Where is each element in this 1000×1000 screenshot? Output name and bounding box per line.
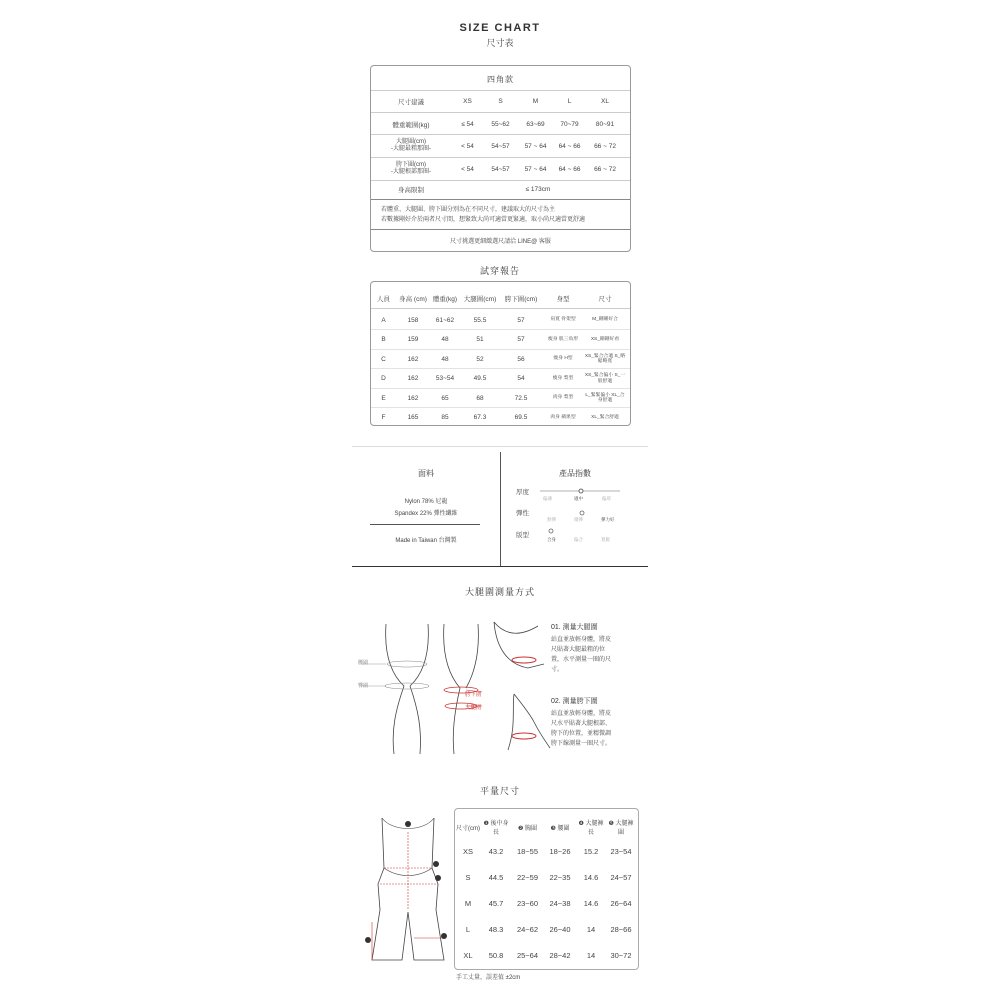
step-text: 站直並放輕身體，將皮尺水平貼著大腿根部、胯下的位置，並精微調胯下線測量一圈尺寸。 bbox=[551, 711, 612, 747]
table-cell: 18~55 bbox=[516, 846, 539, 856]
table-cell: 15.2 bbox=[583, 846, 599, 856]
table-cell: 162 bbox=[407, 394, 419, 402]
column-header: XL bbox=[601, 97, 609, 105]
column-header: XS bbox=[463, 97, 472, 105]
table-cell: F bbox=[381, 414, 386, 421]
feature-option: 彈力好 bbox=[601, 517, 615, 522]
column-header: ❺ 大腿褲圍 bbox=[608, 821, 634, 836]
table-cell: M_剛剛好合 bbox=[592, 317, 618, 323]
table-cell: 162 bbox=[407, 375, 419, 382]
table-cell: 80~91 bbox=[595, 120, 615, 128]
table-row bbox=[371, 312, 630, 328]
table-cell: 瘦身 肌三角形 bbox=[547, 336, 579, 342]
column-header: 尺寸(cm) bbox=[456, 825, 480, 832]
table-cell: 22~59 bbox=[516, 872, 539, 882]
fit-report-table bbox=[370, 281, 631, 426]
table-cell: 67.3 bbox=[473, 414, 487, 421]
table-cell: 瘦身 H型 bbox=[553, 356, 573, 362]
table-cell: < 54 bbox=[461, 165, 474, 173]
table-row bbox=[371, 182, 630, 196]
table-cell: 26~40 bbox=[549, 924, 571, 934]
table-cell: ≤ 54 bbox=[461, 120, 474, 128]
fabric-line: Nylon 78% 尼龍 bbox=[404, 499, 448, 505]
table-cell: XS bbox=[462, 846, 473, 856]
table-row bbox=[371, 371, 630, 387]
table-cell: 54~57 bbox=[491, 142, 510, 150]
table-cell: 159 bbox=[407, 336, 419, 343]
table-cell: 69.5 bbox=[514, 414, 528, 421]
table-cell: 52 bbox=[476, 355, 484, 363]
measure-label-crotch: 胯下圍 bbox=[465, 692, 482, 698]
column-header: 身型 bbox=[556, 295, 570, 303]
size-table bbox=[370, 65, 631, 252]
made-in: Made in Taiwan 台灣製 bbox=[395, 538, 457, 544]
column-header: S bbox=[498, 97, 503, 105]
table-row bbox=[371, 351, 630, 367]
table-cell: 53~54 bbox=[435, 375, 455, 382]
table-row bbox=[371, 390, 630, 406]
fit-report-header bbox=[371, 292, 630, 304]
column-header: 身高 (cm) bbox=[399, 295, 427, 303]
column-header: 尺寸 bbox=[598, 295, 612, 303]
table-cell: 50.8 bbox=[488, 950, 504, 960]
table-cell: ≤ 173cm bbox=[525, 185, 551, 193]
table-cell: 肩寬 骨架型 bbox=[550, 317, 576, 323]
page-header bbox=[0, 22, 1000, 49]
table-cell: 28~66 bbox=[610, 924, 632, 934]
table-cell: 165 bbox=[407, 414, 419, 421]
table-cell: 26~64 bbox=[610, 898, 632, 908]
size-table-header bbox=[371, 95, 630, 107]
table-cell: 14.6 bbox=[583, 872, 599, 882]
fit-report-title: 試穿報告 bbox=[479, 266, 520, 276]
table-cell: XL bbox=[463, 950, 473, 960]
feature-option: 微彈 bbox=[574, 517, 583, 522]
table-cell: XS_剛剛好看 bbox=[590, 336, 620, 342]
table-cell: M bbox=[464, 898, 472, 908]
table-row bbox=[371, 136, 630, 156]
table-cell: 68 bbox=[476, 394, 484, 402]
table-cell: 57 bbox=[517, 336, 525, 343]
table-cell: 49.5 bbox=[473, 375, 487, 382]
table-cell: 54~57 bbox=[491, 165, 510, 173]
features-title: 產品指數 bbox=[559, 469, 591, 478]
page-title: SIZE CHART bbox=[459, 22, 541, 34]
feature-option: 無彈 bbox=[547, 517, 556, 522]
table-cell: 85 bbox=[441, 414, 449, 421]
crotch-measure-illustration bbox=[494, 690, 554, 760]
table-cell: L bbox=[465, 924, 471, 934]
table-cell: 43.2 bbox=[488, 846, 504, 856]
table-cell: 肉身 蘋果型 bbox=[550, 414, 576, 420]
fabric-section bbox=[352, 452, 648, 566]
garment-flat-illustration bbox=[362, 812, 454, 968]
table-cell: 22~35 bbox=[549, 872, 571, 882]
column-header: 大腿圍(cm) bbox=[463, 295, 497, 303]
table-cell: 66 ~ 72 bbox=[594, 165, 616, 173]
table-cell: 45.7 bbox=[488, 898, 504, 908]
measure-step-2 bbox=[551, 696, 611, 749]
table-cell: 48.3 bbox=[488, 924, 504, 934]
table-cell: D bbox=[381, 375, 386, 382]
table-cell: 14 bbox=[586, 924, 596, 934]
step-title: 02. 測量胯下圍 bbox=[551, 698, 598, 705]
fabric-line: Spandex 22% 彈性纖維 bbox=[394, 511, 458, 517]
table-cell: E bbox=[381, 394, 386, 402]
step-title: 01. 測量大腿圍 bbox=[551, 624, 598, 631]
table-cell: XL_緊合舒適 bbox=[591, 414, 619, 420]
table-cell: 瘦身 梨型 bbox=[552, 375, 574, 381]
size-note: 若數據剛好介於兩者尺寸間，想緊致大尚可適當更緊適，取小尚尺適當更舒適 bbox=[381, 217, 586, 223]
page-subtitle: 尺寸表 bbox=[486, 38, 514, 48]
table-cell: 24~57 bbox=[610, 872, 632, 882]
table-cell: 54 bbox=[517, 375, 525, 382]
table-cell: 48 bbox=[441, 355, 449, 363]
table-cell: 24~62 bbox=[516, 924, 539, 934]
column-header: ❷ 胸圍 bbox=[517, 825, 538, 832]
feature-option: 偏厚 bbox=[602, 496, 611, 501]
table-cell: 56 bbox=[517, 355, 525, 363]
table-cell: < 54 bbox=[461, 142, 474, 150]
table-cell: 70~79 bbox=[560, 120, 579, 128]
feature-option: 寬鬆 bbox=[601, 537, 610, 542]
flat-title: 平量尺寸 bbox=[479, 786, 520, 796]
column-header: L bbox=[567, 97, 572, 105]
table-cell: A bbox=[381, 316, 386, 324]
table-cell: 162 bbox=[407, 355, 419, 363]
feature-option: 合身 bbox=[547, 537, 556, 542]
table-cell: 25~64 bbox=[516, 950, 539, 960]
column-header: ❶ 後中身長 bbox=[483, 821, 509, 836]
flat-note: 手工丈量，誤差值 ±2cm bbox=[456, 975, 521, 981]
feature-label: 版型 bbox=[516, 532, 529, 539]
column-header: 體重(kg) bbox=[432, 295, 458, 303]
table-cell: 63~69 bbox=[526, 120, 545, 128]
table-row bbox=[455, 869, 638, 885]
table-cell: 65 bbox=[441, 394, 449, 402]
table-cell: B bbox=[381, 336, 386, 343]
feature-option: 偏合 bbox=[574, 537, 583, 542]
table-cell: 55.5 bbox=[473, 316, 487, 324]
table-cell: C bbox=[381, 355, 386, 363]
feature-label: 厚度 bbox=[516, 489, 529, 496]
row-label: 體重範圍(kg) bbox=[392, 121, 430, 129]
table-cell: 57 ~ 64 bbox=[524, 142, 547, 150]
table-cell: XS_緊合合適 S_略鬆略寬 bbox=[584, 353, 626, 364]
table-row bbox=[455, 895, 638, 911]
table-row bbox=[371, 158, 630, 180]
row-label: 身高限制 bbox=[398, 186, 424, 194]
table-cell: 肉身 梨型 bbox=[552, 395, 574, 401]
table-row bbox=[455, 921, 638, 937]
feature-option: 適中 bbox=[574, 496, 583, 501]
step-text: 站直並放輕身體，將皮尺貼著大腿最粗的位置，水平測量一圈的尺寸。 bbox=[551, 637, 612, 673]
measure-step-1 bbox=[551, 622, 611, 675]
table-cell: 61~62 bbox=[435, 316, 455, 324]
table-cell: 14 bbox=[586, 950, 596, 960]
measure-label-waist: 腰圍 bbox=[358, 660, 369, 666]
table-row bbox=[455, 843, 638, 859]
table-cell: 64 ~ 66 bbox=[558, 165, 581, 173]
table-cell: XS_緊合偏小 S_一般舒適 bbox=[584, 373, 626, 384]
column-header: M bbox=[532, 97, 539, 105]
feature-option: 偏薄 bbox=[543, 496, 552, 501]
thigh-measure-illustration bbox=[488, 616, 548, 676]
table-cell: 28~42 bbox=[549, 950, 571, 960]
table-row bbox=[371, 332, 630, 348]
table-cell: 66 ~ 72 bbox=[594, 142, 616, 150]
table-cell: 23~60 bbox=[516, 898, 539, 908]
table-cell: 18~26 bbox=[549, 846, 571, 856]
table-row bbox=[371, 410, 630, 426]
table-row bbox=[455, 947, 638, 963]
table-row bbox=[371, 117, 630, 131]
table-cell: 23~54 bbox=[610, 846, 632, 856]
flat-header bbox=[455, 817, 638, 837]
table-cell: 72.5 bbox=[514, 394, 528, 402]
fabric-title: 面料 bbox=[418, 469, 434, 478]
size-table-caption: 四角款 bbox=[487, 75, 514, 84]
table-cell: 14.6 bbox=[583, 898, 599, 908]
column-header: ❸ 腰圍 bbox=[550, 825, 570, 832]
body-measure-illustration bbox=[356, 614, 484, 764]
table-cell: 57 bbox=[517, 316, 525, 324]
measure-label-hip: 臀圍 bbox=[358, 683, 369, 689]
table-cell: S bbox=[465, 872, 471, 882]
table-cell: 48 bbox=[441, 336, 449, 343]
column-header: 人員 bbox=[377, 295, 390, 303]
table-cell: 30~72 bbox=[610, 950, 632, 960]
table-cell: 44.5 bbox=[488, 872, 504, 882]
table-cell: 24~38 bbox=[549, 898, 571, 908]
size-note: 若體重、大腿圍、胯下圍分別為在不同尺寸，建議取大的尺寸為主 bbox=[381, 207, 556, 213]
table-cell: 57 ~ 64 bbox=[524, 165, 547, 173]
size-footer: 尺寸挑選更細緻選尺請洽 LINE@ 客服 bbox=[450, 239, 551, 245]
feature-label: 彈性 bbox=[516, 510, 529, 517]
table-cell: L_緊緊偏小 XL_合身舒適 bbox=[585, 392, 625, 403]
measure-title: 大腿圍測量方式 bbox=[464, 587, 535, 597]
column-header: 尺寸建議 bbox=[398, 98, 424, 106]
table-cell: 64 ~ 66 bbox=[558, 142, 581, 150]
column-header: 胯下圍(cm) bbox=[504, 295, 538, 303]
column-header: ❹ 大腿褲長 bbox=[578, 821, 604, 836]
measure-label-thigh: 大腿圍 bbox=[465, 705, 482, 711]
table-cell: 55~62 bbox=[491, 120, 510, 128]
flat-table bbox=[454, 808, 639, 970]
row-label: 大腿圍(cm) -大腿最粗那圈- bbox=[391, 139, 431, 152]
table-cell: 158 bbox=[407, 316, 419, 324]
row-label: 胯下圍(cm) -大腿根部那圈- bbox=[391, 162, 431, 175]
table-cell: 51 bbox=[476, 336, 484, 343]
